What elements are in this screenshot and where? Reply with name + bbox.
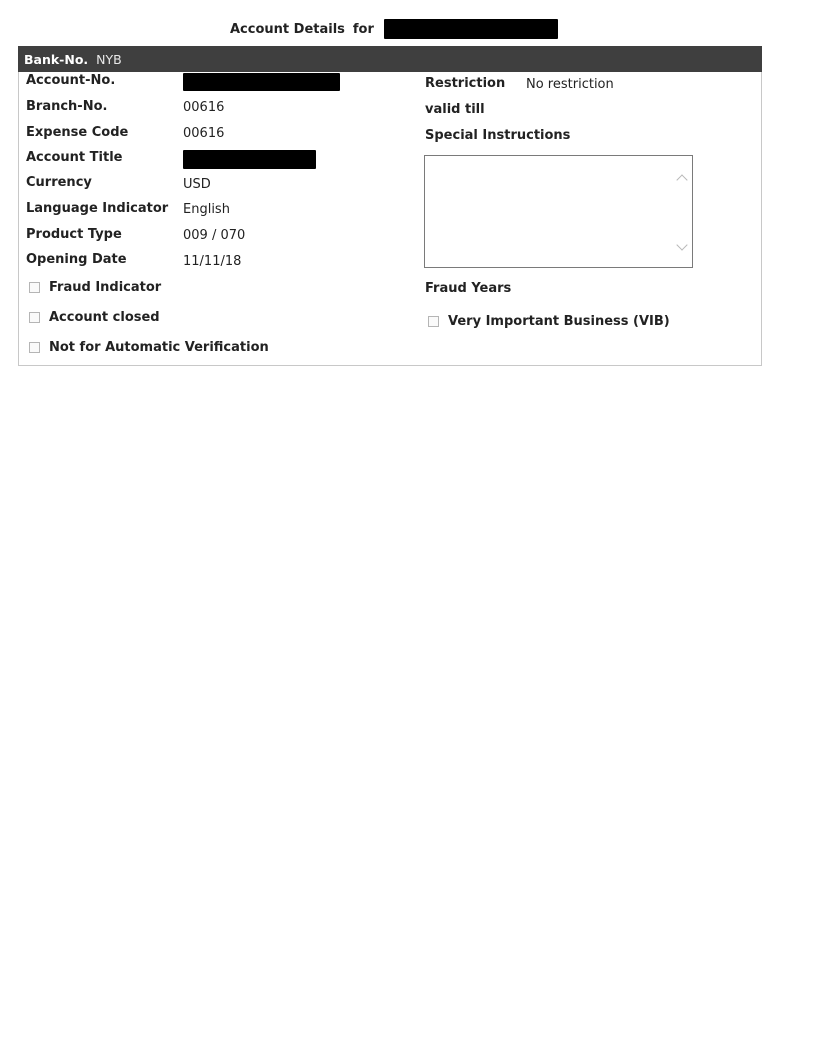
page-title-for: for	[352, 21, 374, 37]
restriction-label: Restriction	[425, 76, 506, 91]
vib-label: Very Important Business (VIB)	[448, 314, 670, 329]
special-instructions-textarea[interactable]	[424, 155, 693, 268]
product-type-label: Product Type	[26, 227, 122, 242]
language-indicator-label: Language Indicator	[26, 201, 169, 216]
expense-code-value: 00616	[183, 126, 225, 141]
currency-value: USD	[183, 177, 211, 192]
account-closed-checkbox[interactable]	[29, 312, 40, 323]
currency-label: Currency	[26, 175, 92, 190]
expense-code-label: Expense Code	[26, 125, 129, 140]
scroll-down-icon[interactable]	[676, 239, 687, 250]
account-closed-row[interactable]	[29, 310, 160, 325]
redacted-account-no	[183, 73, 340, 91]
not-for-auto-verification-checkbox[interactable]	[29, 342, 40, 353]
fraud-indicator-row[interactable]	[29, 280, 161, 295]
not-for-auto-verification-row[interactable]	[29, 340, 269, 355]
opening-date-value: 11/11/18	[183, 254, 242, 269]
product-type-value: 009 / 070	[183, 228, 246, 243]
scroll-up-icon[interactable]	[676, 174, 687, 185]
valid-till-label: valid till	[425, 102, 485, 117]
opening-date-label: Opening Date	[26, 252, 127, 267]
vib-row[interactable]	[428, 314, 670, 329]
language-indicator-value: English	[183, 202, 230, 217]
fraud-years-label: Fraud Years	[425, 281, 512, 296]
bank-no-label: Bank-No.	[24, 51, 89, 67]
account-closed-label: Account closed	[49, 310, 160, 325]
not-for-auto-verification-label: Not for Automatic Verification	[49, 340, 269, 355]
special-instructions-label: Special Instructions	[425, 128, 571, 143]
branch-no-value: 00616	[183, 100, 225, 115]
page-title	[230, 18, 558, 40]
account-title-label: Account Title	[26, 150, 123, 165]
vib-checkbox[interactable]	[428, 316, 439, 327]
account-no-label: Account-No.	[26, 73, 116, 88]
redacted-account-title	[183, 150, 316, 169]
redacted-account-holder	[384, 19, 558, 39]
panel-header	[18, 46, 762, 72]
restriction-value: No restriction	[526, 77, 614, 92]
bank-no-value: NYB	[96, 51, 122, 67]
branch-no-label: Branch-No.	[26, 99, 108, 114]
fraud-indicator-checkbox[interactable]	[29, 282, 40, 293]
fraud-indicator-label: Fraud Indicator	[49, 280, 162, 295]
page-title-text: Account Details	[230, 21, 345, 37]
